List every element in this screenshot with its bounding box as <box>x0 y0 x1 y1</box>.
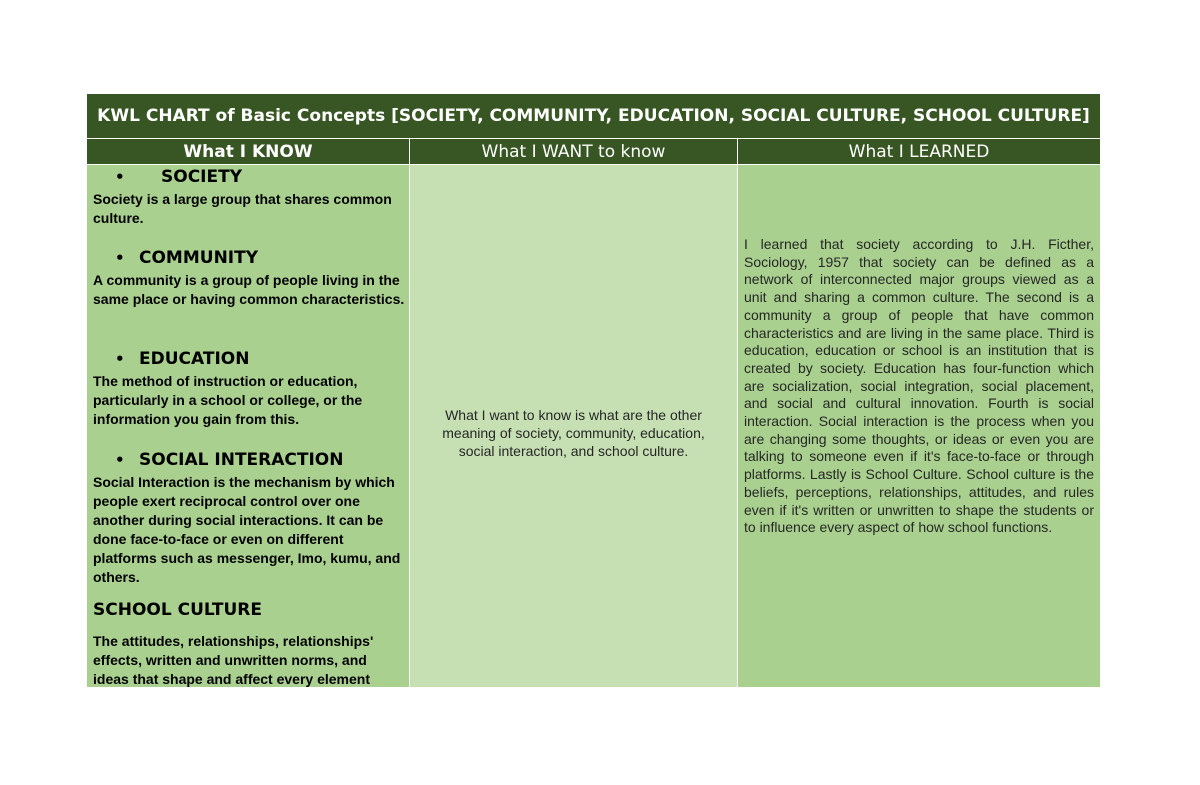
education-heading-label: EDUCATION <box>139 349 250 369</box>
bullet-icon: • <box>115 350 125 368</box>
school-culture-definition: The attitudes, relationships, relationships' effects, written and unwritten norms, and ideas that shape and affect every element <box>93 633 374 687</box>
school-culture-heading: SCHOOL CULTURE <box>93 600 263 620</box>
social-interaction-heading <box>115 450 344 470</box>
learned-text: I learned that society according to J.H. Ficther, Sociology, 1957 that society can be defined as a network of interconnected major groups viewed as a unit and sharing a common culture. The second is a community a group of people that have common characteristics and are living in the same place. Third is education, education or school is an institution that is created by society. Education has four-function which are socialization, social integration, social placement, and social and cultural innovation. Fourth is social interaction. Social interaction is the process when you are changing some thoughts, or ideas or even you are talking to someone even if it's face-to-face or through platforms. Lastly is School Culture. School culture is the beliefs, perceptions, relationships, attitudes, and rules even if it's written or unwritten to shape the students or to influence every aspect of how school functions. <box>744 236 1094 536</box>
bullet-icon: • <box>115 451 125 469</box>
bullet-icon: • <box>115 249 125 267</box>
education-heading <box>115 349 249 369</box>
column-header-learned-label: What I LEARNED <box>848 141 990 162</box>
bullet-icon: • <box>115 168 125 186</box>
want-text: What I want to know is what are the other meaning of society, community, education, social interaction, and school culture. <box>442 407 705 459</box>
want-column-cell <box>410 165 738 688</box>
community-heading-label: COMMUNITY <box>139 248 259 268</box>
education-definition: The method of instruction or education, particularly in a school or college, or the information you gain from this. <box>93 373 363 427</box>
learned-column-cell <box>738 165 1101 688</box>
society-heading <box>115 167 242 187</box>
social-interaction-definition: Social Interaction is the mechanism by which people exert reciprocal control over one another during social interactions. It can be done face-to-face or even on different platforms such as messenger, Imo, kumu, and others. <box>93 474 401 585</box>
column-header-know <box>87 139 410 165</box>
column-header-want <box>410 139 738 165</box>
community-definition: A community is a group of people living in the same place or having common characteristics. <box>93 272 405 307</box>
chart-title <box>87 94 1101 139</box>
know-column-cell <box>87 165 410 688</box>
kwl-chart-table <box>86 93 1101 688</box>
community-heading <box>115 248 258 268</box>
column-header-want-label: What I WANT to know <box>481 141 666 162</box>
column-header-know-label: What I KNOW <box>183 141 313 162</box>
column-header-learned <box>738 139 1101 165</box>
social-interaction-heading-label: SOCIAL INTERACTION <box>139 450 344 470</box>
society-heading-label: SOCIETY <box>161 167 243 187</box>
chart-title-text: KWL CHART of Basic Concepts [SOCIETY, COMMUNITY, EDUCATION, SOCIAL CULTURE, SCHOOL CULTURE] <box>97 106 1090 126</box>
society-definition: Society is a large group that shares common culture. <box>93 191 392 226</box>
